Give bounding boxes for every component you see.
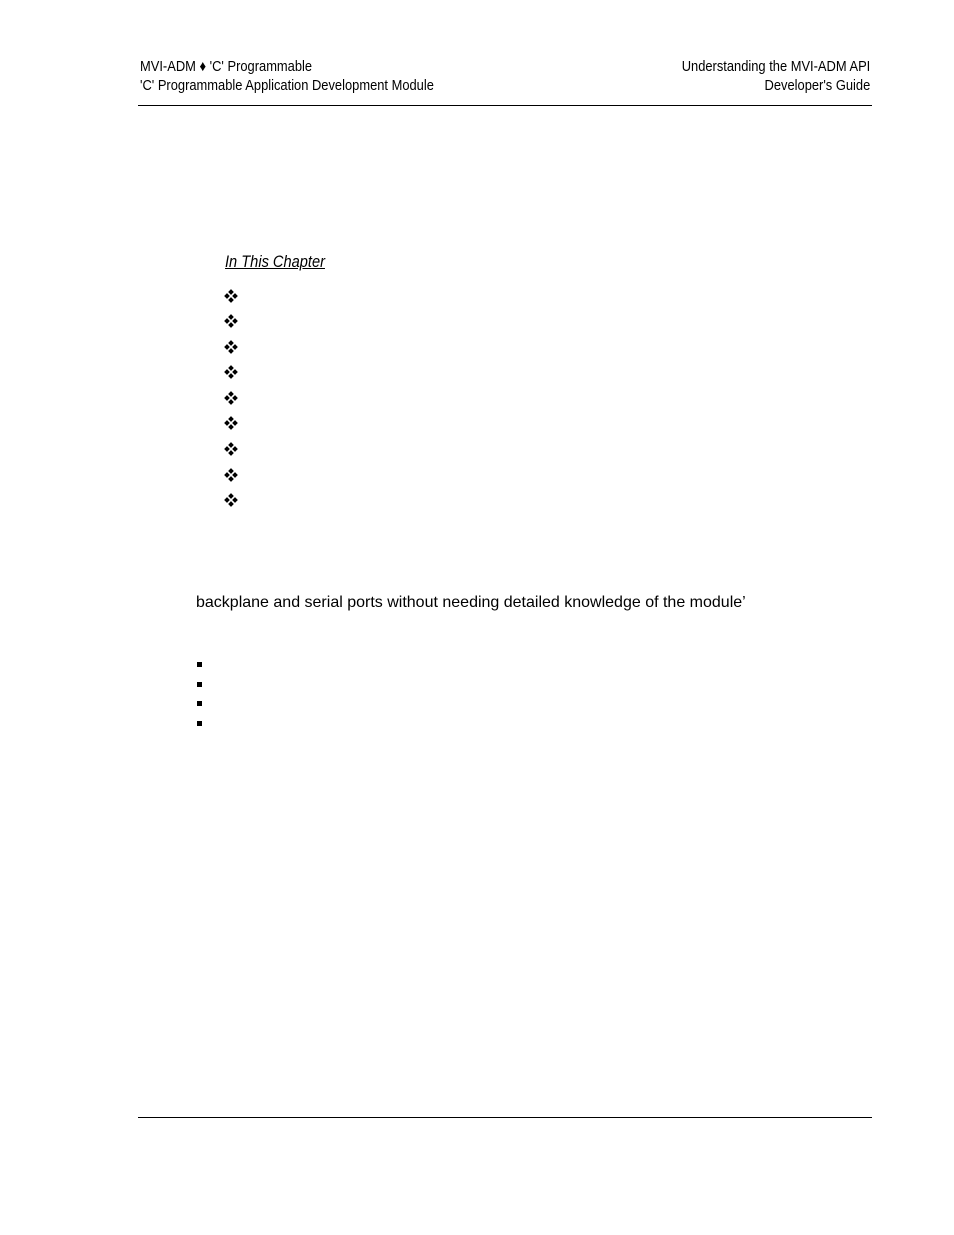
diamond-bullet-icon bbox=[224, 494, 237, 507]
diamond-bullet-icon bbox=[224, 315, 237, 328]
square-bullet-icon bbox=[197, 682, 202, 687]
diamond-bullet-icon bbox=[224, 366, 237, 379]
square-bullet-icon bbox=[197, 721, 202, 726]
running-header-left bbox=[140, 57, 434, 95]
diamond-bullet-icon bbox=[224, 443, 237, 456]
header-product-subtitle: 'C' Programmable Application Development Module bbox=[140, 77, 434, 94]
square-bullet-icon bbox=[197, 701, 202, 706]
footer-rule bbox=[138, 1117, 872, 1118]
header-guide-title: Developer's Guide bbox=[764, 77, 870, 94]
body-paragraph: backplane and serial ports without needing detailed knowledge of the module’ bbox=[196, 594, 746, 611]
in-this-chapter-heading: In This Chapter bbox=[225, 252, 325, 271]
running-header-right bbox=[681, 57, 870, 95]
diamond-bullet-icon bbox=[224, 340, 237, 353]
header-chapter-title: Understanding the MVI-ADM API bbox=[681, 58, 870, 75]
diamond-bullet-icon bbox=[224, 289, 237, 302]
diamond-bullet-icon bbox=[224, 391, 237, 404]
header-product-title: MVI-ADM ♦ 'C' Programmable bbox=[140, 58, 313, 75]
diamond-bullet-icon bbox=[224, 417, 237, 430]
diamond-bullet-icon bbox=[224, 468, 237, 481]
square-bullet-icon bbox=[197, 662, 202, 667]
header-rule bbox=[138, 105, 872, 106]
